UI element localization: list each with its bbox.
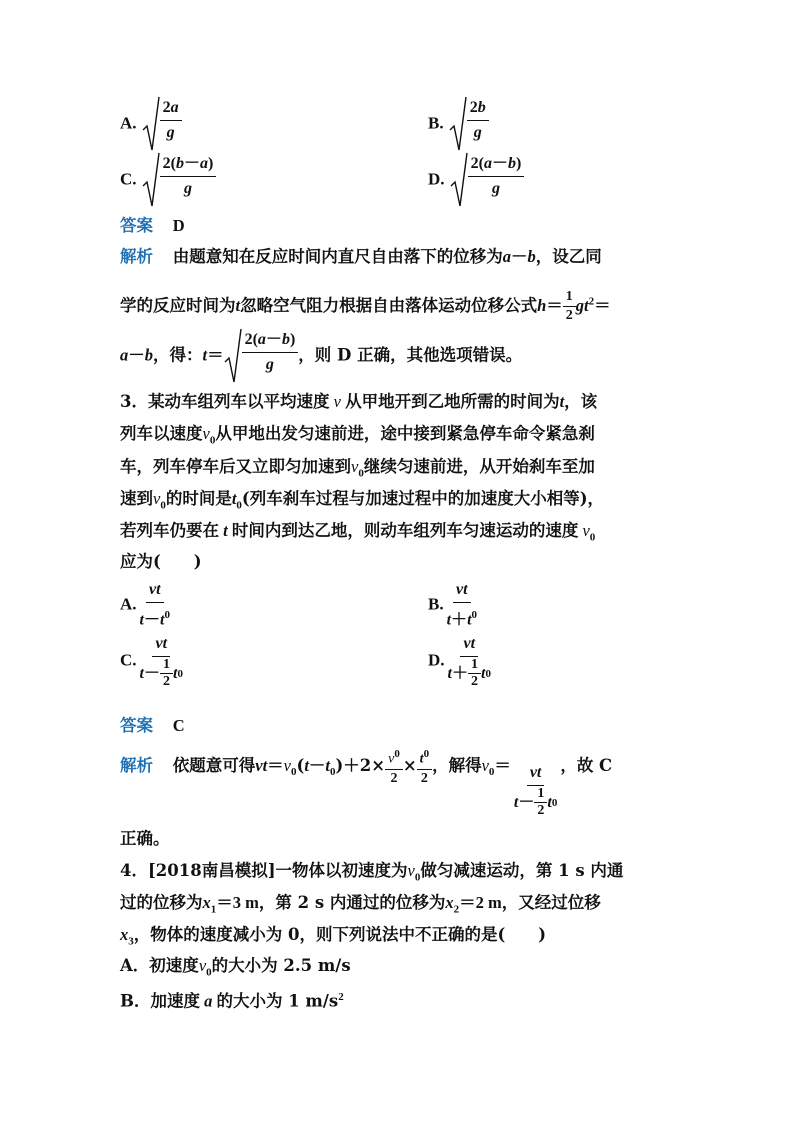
- q3-text-1c: ，该: [564, 392, 598, 411]
- q4-option-b[interactable]: B．加速度 a 的大小为 1 $m/s^2$: [120, 991, 344, 1011]
- q3-answer-label: 答案: [120, 716, 153, 735]
- q2-explain-text-1: 由题意知在反应时间内直尺自由落下的位移为: [172, 247, 503, 266]
- q3-explain-text-1: 依题意可得: [172, 755, 256, 775]
- q2-option-d-label: D.: [428, 169, 445, 189]
- q3-option-d-formula: vt t ＋ $\frac{1}{2}$ t 0: [445, 632, 494, 690]
- q3-line3: 车，列车停车后又立即匀加速到$v_0$继续匀速前进，从开始刹车至加: [120, 457, 595, 480]
- q3-text-4b: 的时间是: [165, 489, 232, 508]
- q2-option-c[interactable]: [120, 152, 216, 208]
- q3-line4: 速到$v_0$的时间是$t_0$(列车刹车过程与加速过程中的加速度大小相等)，: [120, 489, 605, 512]
- q3-text-3: 车，列车停车后又立即匀加速到: [120, 457, 351, 476]
- q3-text-4c: (列车刹车过程与加速过程中的加速度大小相等)，: [241, 489, 605, 508]
- q3-option-a-label: A.: [120, 594, 137, 614]
- q4-text-1b: 做匀减速运动，第 1 s 内通: [420, 861, 624, 880]
- q2-explain-text-2: 学的反应时间为: [120, 296, 236, 315]
- q4-option-b-text: 的大小为 1 m/s: [216, 991, 339, 1011]
- q3-line2: 列车以速度$v_0$从甲地出发匀速前进，途中接到紧急停车命令紧急刹: [120, 424, 595, 447]
- q3-text-5b: 时间内到达乙地，则动车组列车匀速运动的速度: [231, 521, 579, 540]
- q2-explanation-line1: 解析 由题意知在反应时间内直尺自由落下的位移为a－b，设乙同: [120, 247, 602, 266]
- q2-explain-text-2b: 忽略空气阻力根据自由落体运动位移公式: [240, 296, 538, 315]
- q2-explanation-line3: a－b，得：t＝ $\frac{2(a-b)}{g}$ ，则 D 正确，其他选项错误。: [120, 328, 522, 384]
- q2-option-b-formula: $\frac{2b}{g}$: [449, 96, 489, 152]
- q3-option-c-formula: vt t － $\frac{1}{2}$ t 0: [137, 632, 186, 690]
- q3-explain-text-1b: ，解得: [432, 755, 482, 775]
- q3-text-3b: 继续匀速前进，从开始刹车至加: [363, 457, 595, 476]
- q3-text-2: 列车以速度: [120, 424, 203, 443]
- q2-explain-text-3b: ，得：: [153, 345, 203, 365]
- q3-explain-label: 解析: [120, 755, 153, 775]
- q2-answer: [120, 215, 185, 237]
- q4-option-b-label: B．加速度: [120, 991, 200, 1011]
- q4-option-a-label: A．初速度: [120, 956, 199, 975]
- q2-explain-text-1b: ，设乙同: [535, 247, 602, 266]
- q2-option-a[interactable]: [120, 96, 182, 152]
- q2-answer-value: D: [172, 216, 185, 235]
- q2-option-a-label: A.: [120, 113, 137, 133]
- q3-text-4: 速到: [120, 489, 153, 508]
- q4-text-2b: ，第 2 s 内通过的位移为: [258, 893, 446, 912]
- q2-option-c-label: C.: [120, 169, 137, 189]
- q3-line1: 3．某动车组列车以平均速度 v 从甲地开到乙地所需的时间为t，该: [120, 392, 598, 411]
- q3-answer-value: C: [172, 716, 185, 735]
- q4-text-2: 过的位移为: [120, 893, 203, 912]
- q4-option-a[interactable]: A．初速度$v_0$的大小为 2.5 m/s: [120, 956, 351, 979]
- q3-option-b-label: B.: [428, 594, 444, 614]
- q3-text-1b: 从甲地开到乙地所需的时间为: [345, 392, 560, 411]
- q2-option-c-formula: $\frac{2(b-a)}{g}$: [142, 152, 217, 208]
- q4-line2: 过的位移为$x_1=3$ m，第 2 s 内通过的位移为$x_2=2$ m，又经过位移: [120, 893, 601, 916]
- q4-text-1: 4．[2018南昌模拟]一物体以初速度为: [120, 861, 408, 880]
- q3-option-c-label: C.: [120, 650, 137, 670]
- q4-text-2c: ，又经过位移: [501, 893, 601, 912]
- q3-option-c[interactable]: [120, 632, 186, 690]
- q2-option-b-label: B.: [428, 113, 444, 133]
- q2-explanation-line2: 学的反应时间为t忽略空气阻力根据自由落体运动位移公式h＝ $\frac{1}{2}$ $gt^2=$: [120, 289, 611, 323]
- q3-text-2b: 从甲地出发匀速前进，途中接到紧急停车命令紧急刹: [215, 424, 595, 443]
- q2-option-d-formula: $\frac{2(a-b)}{g}$: [450, 152, 525, 208]
- q3-option-a-formula: $\frac{vt}{t-t^0}$: [137, 578, 173, 632]
- q2-explain-formula: $\frac{2(a-b)}{g}$: [224, 328, 299, 384]
- q2-option-b[interactable]: [428, 96, 489, 152]
- q3-text-6: 应为( ): [120, 552, 202, 571]
- q3-answer: [120, 715, 185, 737]
- q3-explain-text-1c: ，故 C: [560, 755, 613, 775]
- q2-explain-label: 解析: [120, 247, 153, 266]
- q2-explain-text-3c: ，则 D 正确，其他选项错误。: [298, 345, 523, 365]
- q3-line5: 若列车仍要在 t 时间内到达乙地，则动车组列车匀速运动的速度 $v_0$: [120, 521, 596, 544]
- q4-text-3b: ，物体的速度减小为 0，则下列说法中不正确的是( ): [133, 925, 547, 944]
- q3-text-1: 3．某动车组列车以平均速度: [120, 392, 330, 411]
- q4-option-a-text: 的大小为 2.5 m/s: [211, 956, 351, 975]
- q3-explain-text-2: 正确。: [120, 829, 170, 848]
- q2-option-d[interactable]: [428, 152, 524, 208]
- q2-option-a-formula: $\frac{2a}{g}$: [142, 96, 182, 152]
- q3-option-b-formula: $\frac{vt}{t+t^0}$: [444, 578, 480, 632]
- q3-option-b[interactable]: [428, 578, 480, 632]
- q3-line6: [120, 551, 202, 573]
- q3-explanation-line2: [120, 828, 170, 850]
- q2-answer-label: 答案: [120, 216, 153, 235]
- q3-option-d[interactable]: [428, 632, 494, 690]
- q3-option-a[interactable]: [120, 578, 173, 632]
- q3-text-5: 若列车仍要在: [120, 521, 219, 540]
- q3-option-d-label: D.: [428, 650, 445, 670]
- q3-explanation-line1: 解析 依题意可得$vt=v_0(t-t_0)+2\times$ $\frac{v^0}{2}$ × $\frac{t^0}{2}$ ，解得$v_0=$ vt t － $\frac{1}{2}$ t 0 ，故 C: [120, 745, 612, 819]
- q4-line3: $x_3$，物体的速度减小为 0，则下列说法中不正确的是( ): [120, 925, 547, 948]
- q4-line1: 4．[2018南昌模拟]一物体以初速度为$v_0$做匀减速运动，第 1 s 内通: [120, 861, 624, 884]
